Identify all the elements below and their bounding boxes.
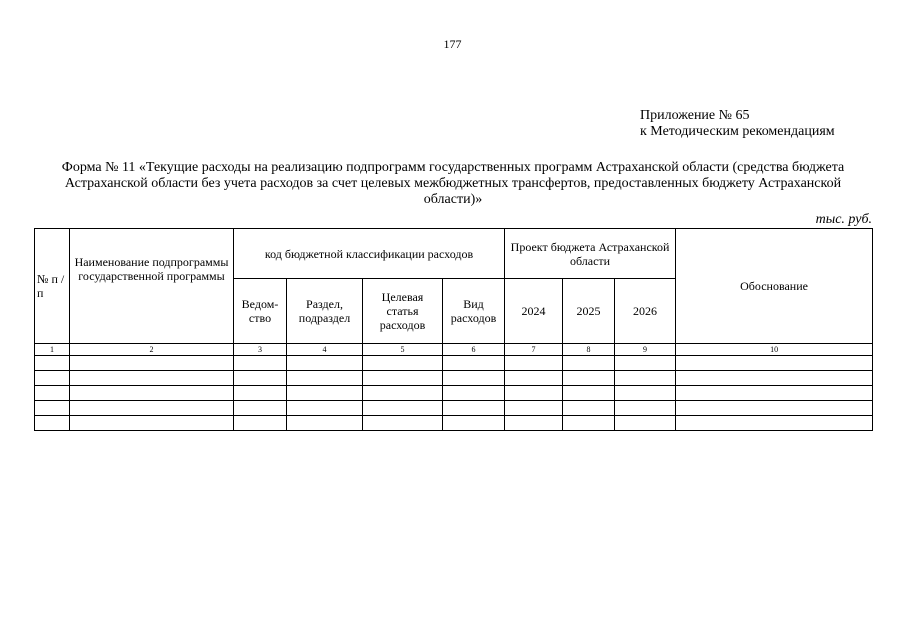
table-cell [70,401,234,416]
units-label: тыс. руб. [815,212,872,227]
table-cell [443,386,505,401]
table-row [35,386,873,401]
table-cell [443,356,505,371]
table-cell [363,416,443,431]
table-cell [287,401,363,416]
table-cell [35,386,70,401]
column-number: 7 [505,344,563,356]
column-number-row [35,344,873,356]
header-budget-code: код бюджетной классификации расходов [234,229,505,279]
table-body [35,356,873,431]
table-cell [363,401,443,416]
table-cell [615,371,676,386]
table-cell [234,416,287,431]
header-year-2024: 2024 [505,279,563,344]
column-number: 8 [563,344,615,356]
header-expense-type: Вид расходов [443,279,505,344]
header-razdel: Раздел, подраздел [287,279,363,344]
table-cell [35,416,70,431]
appendix-line-1: Приложение № 65 [640,108,750,123]
column-number: 2 [70,344,234,356]
table-cell [505,401,563,416]
column-number: 4 [287,344,363,356]
table-cell [563,371,615,386]
table-cell [615,416,676,431]
table-cell [615,386,676,401]
table-cell [563,416,615,431]
table-cell [563,401,615,416]
header-row-1 [35,229,873,279]
header-year-2026: 2026 [615,279,676,344]
table-cell [363,356,443,371]
header-justification: Обоснование [676,229,873,344]
table-cell [70,371,234,386]
header-program-name: Наименование подпрограммы государственной программы [70,229,234,344]
column-number: 10 [676,344,873,356]
column-number: 6 [443,344,505,356]
header-year-2025: 2025 [563,279,615,344]
table-cell [363,386,443,401]
column-number: 1 [35,344,70,356]
table-cell [615,356,676,371]
budget-table [34,228,873,431]
table-row [35,356,873,371]
table-cell [563,356,615,371]
header-target-article: Целевая статья расходов [363,279,443,344]
table-cell [35,371,70,386]
table-cell [234,371,287,386]
appendix-reference [640,108,835,140]
table-cell [443,401,505,416]
table-cell [70,386,234,401]
appendix-line-2: к Методическим рекомендациям [640,124,835,139]
form-title: Форма № 11 «Текущие расходы на реализацию подпрограмм государственных программ Астраханской области (средства бюджета Астраханской области без учета расходов за счет целевых межбюджетных трансфертов, предоставленных бюджету Астраханской области)» [61,160,845,207]
table-cell [443,416,505,431]
table-row [35,401,873,416]
header-vedomstvo: Ведом-ство [234,279,287,344]
table-cell [676,401,873,416]
column-number: 3 [234,344,287,356]
table-cell [676,416,873,431]
table-cell [676,371,873,386]
table-cell [234,401,287,416]
table-cell [234,386,287,401]
table-cell [70,356,234,371]
table-cell [676,386,873,401]
table-cell [35,356,70,371]
table-row [35,416,873,431]
table-cell [505,371,563,386]
header-row-number: № п /п [35,229,70,344]
table-cell [505,356,563,371]
header-budget-project: Проект бюджета Астраханской области [505,229,676,279]
table-cell [234,356,287,371]
table-cell [35,401,70,416]
table-cell [615,401,676,416]
table-cell [505,416,563,431]
table-row [35,371,873,386]
column-number: 9 [615,344,676,356]
table-cell [505,386,563,401]
table-cell [363,371,443,386]
page-number: 177 [443,37,462,51]
column-number: 5 [363,344,443,356]
table-cell [443,371,505,386]
table-cell [287,371,363,386]
table-cell [287,416,363,431]
table-cell [287,386,363,401]
table-cell [70,416,234,431]
table-cell [563,386,615,401]
table-cell [287,356,363,371]
table-cell [676,356,873,371]
